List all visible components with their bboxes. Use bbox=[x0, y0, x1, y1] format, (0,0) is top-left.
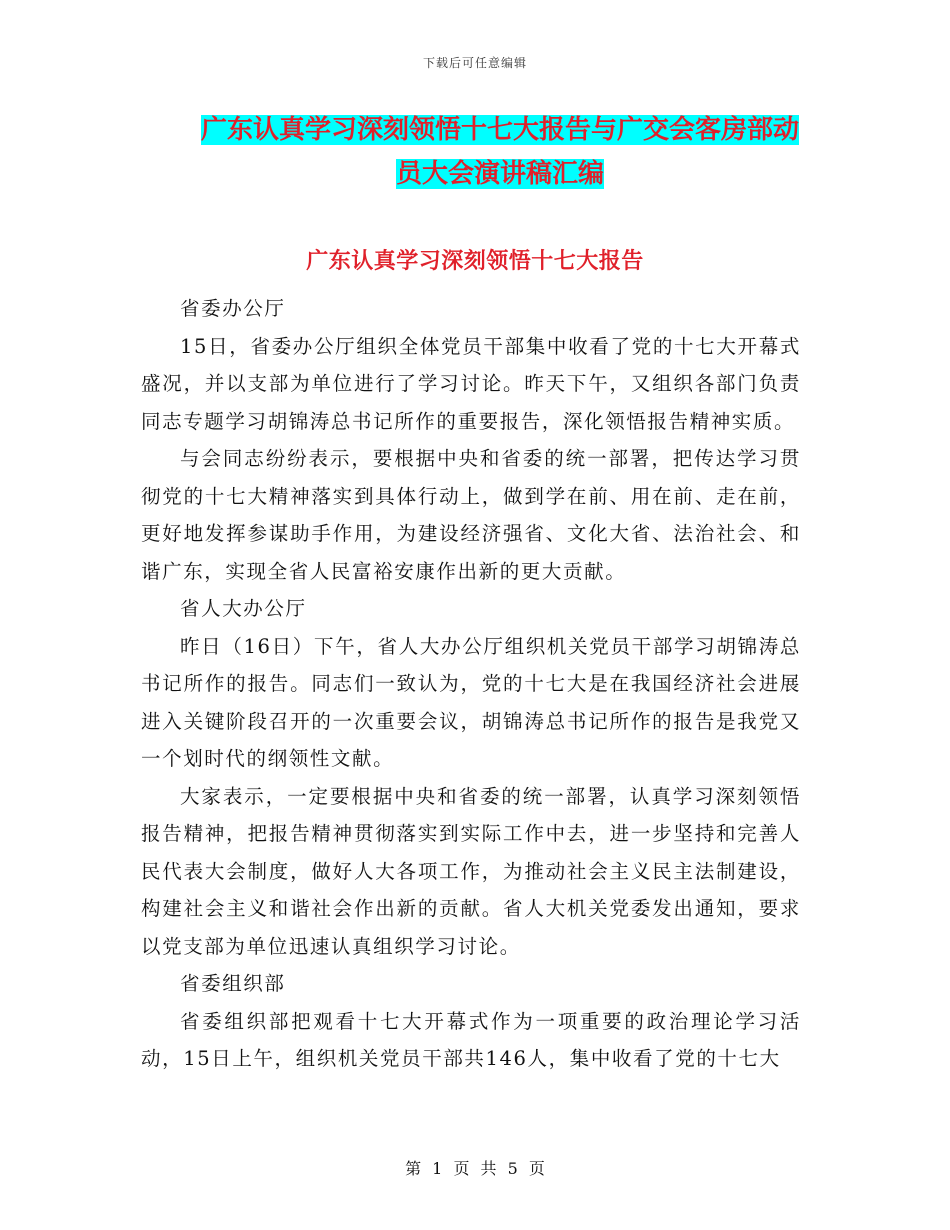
section-title: 广东认真学习深刻领悟十七大报告 bbox=[306, 248, 644, 274]
paragraph: 大家表示，一定要根据中央和省委的统一部署，认真学习深刻领悟报告精神，把报告精神贯彻落实到实际工作中去，进一步坚持和完善人民代表大会制度，做好人大各项工作，为推动社会主义民主法制建设，构建社会主义和谐社会作出新的贡献。省人大机关党委发出通知，要求以党支部为单位迅速认真组织学习讨论。 bbox=[141, 784, 801, 958]
paragraph: 15日，省委办公厅组织全体党员干部集中收看了党的十七大开幕式盛况，并以支部为单位进行了学习讨论。昨天下午，又组织各部门负责同志专题学习胡锦涛总书记所作的重要报告，深化领悟报告精神实质。 bbox=[141, 334, 801, 433]
paragraph: 省委办公厅 bbox=[180, 297, 286, 320]
document-title bbox=[190, 108, 810, 196]
paragraph: 昨日（16日）下午，省人大办公厅组织机关党员干部学习胡锦涛总书记所作的报告。同志们一致认为，党的十七大是在我国经济社会进展进入关键阶段召开的一次重要会议，胡锦涛总书记所作的报告是我党又一个划时代的纲领性文献。 bbox=[141, 634, 801, 770]
paragraph: 省人大办公厅 bbox=[180, 597, 307, 620]
document-title-text: 广东认真学习深刻领悟十七大报告与广交会客房部动员大会演讲稿汇编 bbox=[200, 115, 799, 189]
paragraph: 省委组织部 bbox=[180, 972, 286, 995]
page-footer: 第 1 页 共 5 页 bbox=[405, 1159, 545, 1178]
document-body bbox=[141, 290, 801, 1078]
paragraph: 与会同志纷纷表示，要根据中央和省委的统一部署，把传达学习贯彻党的十七大精神落实到具体行动上，做到学在前、用在前、走在前，更好地发挥参谋助手作用，为建设经济强省、文化大省、法治社会、和谐广东，实现全省人民富裕安康作出新的更大贡献。 bbox=[141, 447, 801, 583]
paragraph: 省委组织部把观看十七大开幕式作为一项重要的政治理论学习活动，15日上午，组织机关党员干部共146人，集中收看了党的十七大 bbox=[141, 1009, 801, 1070]
header-note: 下载后可任意编辑 bbox=[422, 56, 527, 70]
